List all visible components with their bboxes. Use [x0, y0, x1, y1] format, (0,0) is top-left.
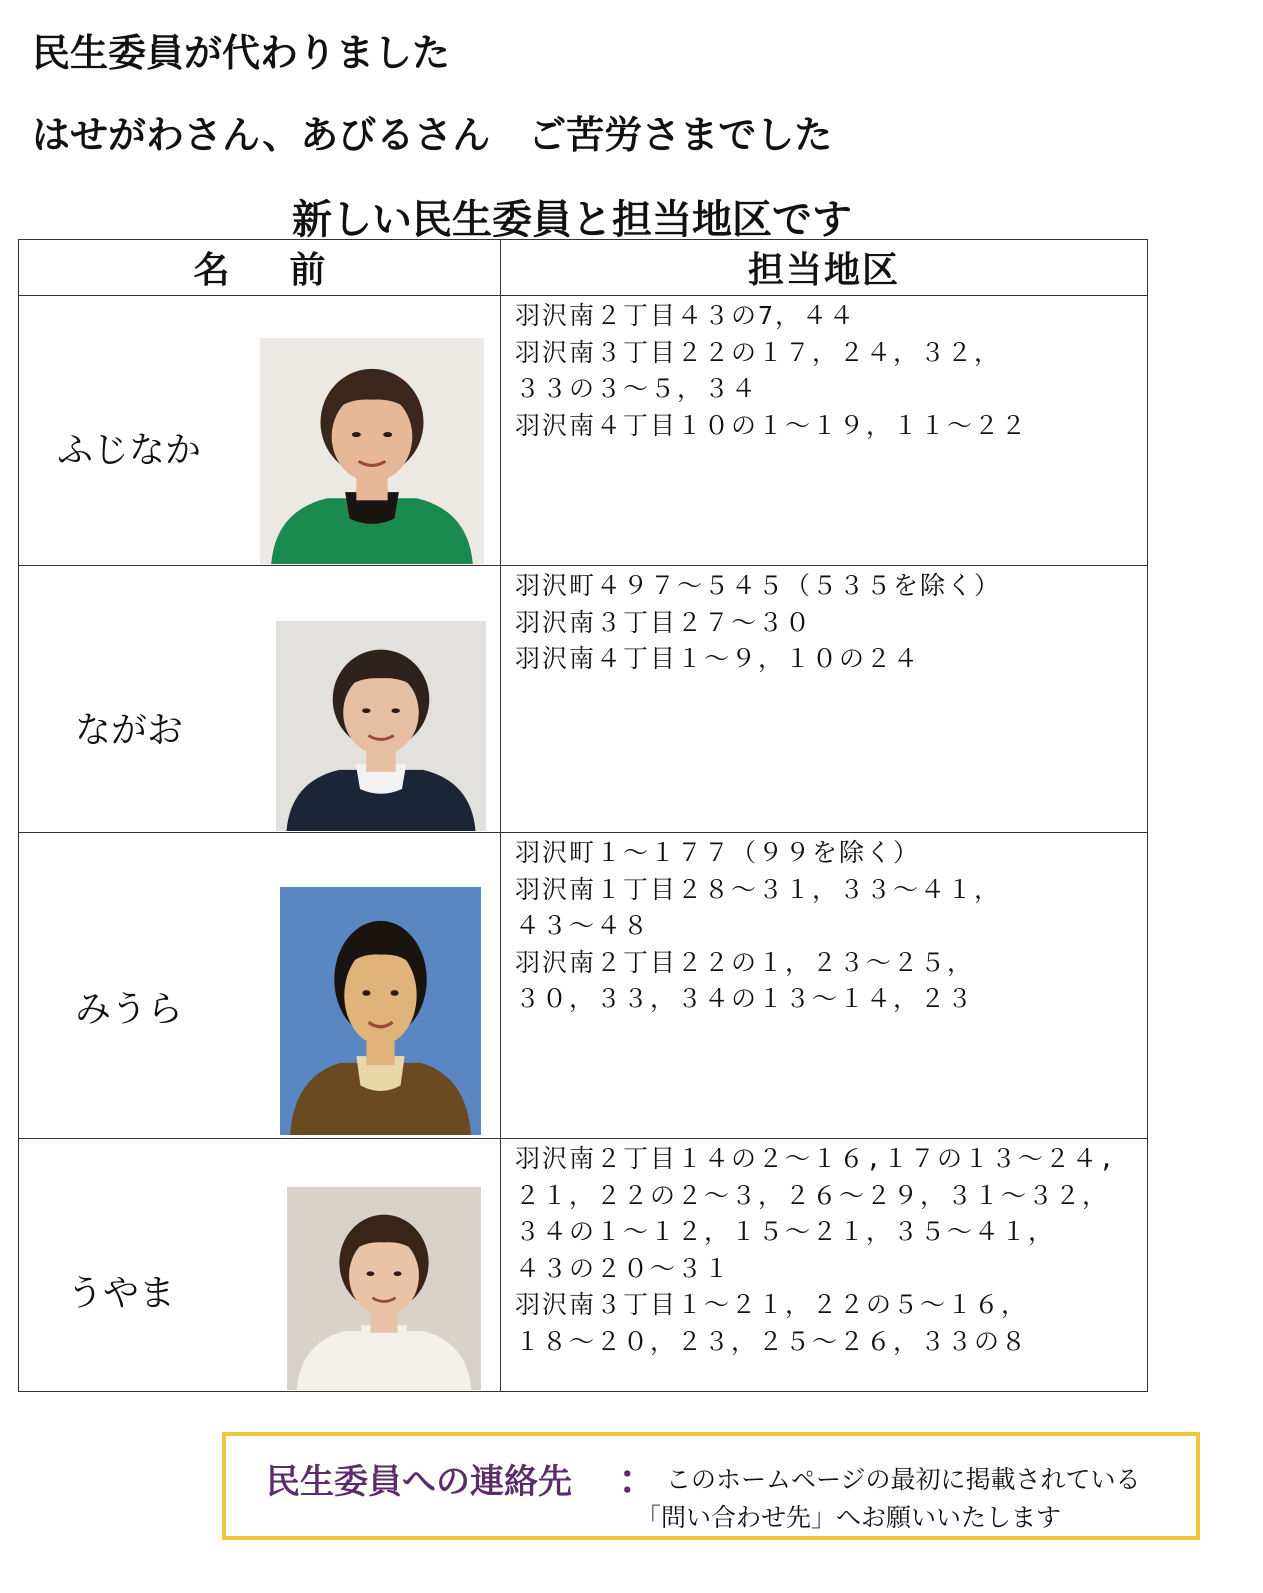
contact-text-line: 「問い合わせ先」へお願いいたします — [636, 1503, 1062, 1532]
table-header-row — [19, 240, 1148, 296]
name-cell — [19, 296, 501, 566]
area-line: ３４の１～１２，１５～２１，３５～４１， — [515, 1217, 1056, 1246]
header-area: 担当地区 — [501, 240, 1148, 296]
table-row — [19, 1139, 1148, 1392]
area-line: 羽沢町４９７～５４５（５３５を除く） — [515, 571, 1002, 600]
area-line: ４３～４８ — [515, 911, 651, 940]
portrait-illustration — [276, 621, 486, 831]
member-name: ふじなか — [57, 430, 202, 471]
portrait-illustration — [280, 887, 481, 1135]
table-caption: 新しい民生委員と担当地区です — [292, 196, 852, 243]
notice-title: 民生委員が代わりました — [32, 30, 451, 75]
table-row — [19, 566, 1148, 833]
name-cell — [19, 1139, 501, 1392]
area-line: 羽沢南１丁目２８～３１，３３～４１， — [515, 874, 1002, 904]
area-line: 羽沢町１～１７７（９９を除く） — [515, 838, 921, 867]
header-name: 名前 — [19, 240, 501, 296]
area-line: 羽沢南２丁目２２の１，２３～２５， — [515, 947, 975, 977]
member-photo — [287, 1187, 481, 1390]
area-line: ２１，２２の２～３，２６～２９，３１～３２， — [515, 1180, 1110, 1210]
thanks-message: はせがわさん、あびるさん ご苦労さまでした — [32, 112, 833, 157]
area-line: 羽沢南２丁目４３の7，４４ — [515, 301, 857, 330]
area-cell — [501, 566, 1148, 833]
area-line: 羽沢南３丁目２２の１７，２４，３２， — [515, 337, 1002, 367]
area-cell — [501, 833, 1148, 1139]
contact-title: 民生委員への連絡先 — [266, 1462, 572, 1502]
member-name: ながお — [75, 710, 184, 751]
area-line: 羽沢南２丁目１４の２～１６,１７の１３～２４, — [515, 1144, 1117, 1173]
area-cell — [501, 1139, 1148, 1392]
portrait-illustration — [287, 1187, 481, 1390]
member-name: みうら — [75, 989, 184, 1030]
name-cell — [19, 833, 501, 1139]
contact-separator: ： — [618, 1456, 658, 1503]
area-line: 羽沢南４丁目１０の１～１９，１１～２２ — [515, 410, 1029, 440]
portrait-illustration — [260, 338, 484, 564]
member-photo — [276, 621, 486, 831]
member-photo — [260, 338, 484, 564]
area-line: 羽沢南３丁目１～２１，２２の５～１６， — [515, 1290, 1029, 1319]
area-line: ３３の３～５，３４ — [515, 374, 759, 403]
table-row — [19, 833, 1148, 1139]
area-line: ３０，３３，３４の１３～１４，２３ — [515, 984, 975, 1013]
area-line: 羽沢南３丁目２７～３０ — [515, 607, 813, 637]
area-line: ４３の２０～３１ — [515, 1253, 732, 1283]
area-cell — [501, 296, 1148, 566]
contact-box — [222, 1432, 1200, 1540]
member-name: うやま — [67, 1273, 176, 1314]
contact-text-line: このホームページの最初に掲載されている — [666, 1465, 1141, 1494]
name-cell — [19, 566, 501, 833]
area-line: １８～２０，２３，２５～２６，３３の８ — [515, 1326, 1029, 1356]
area-line: 羽沢南４丁目１～９，１０の２４ — [515, 644, 921, 673]
member-photo — [280, 887, 481, 1135]
table-row — [19, 296, 1148, 566]
member-table — [18, 239, 1148, 1392]
